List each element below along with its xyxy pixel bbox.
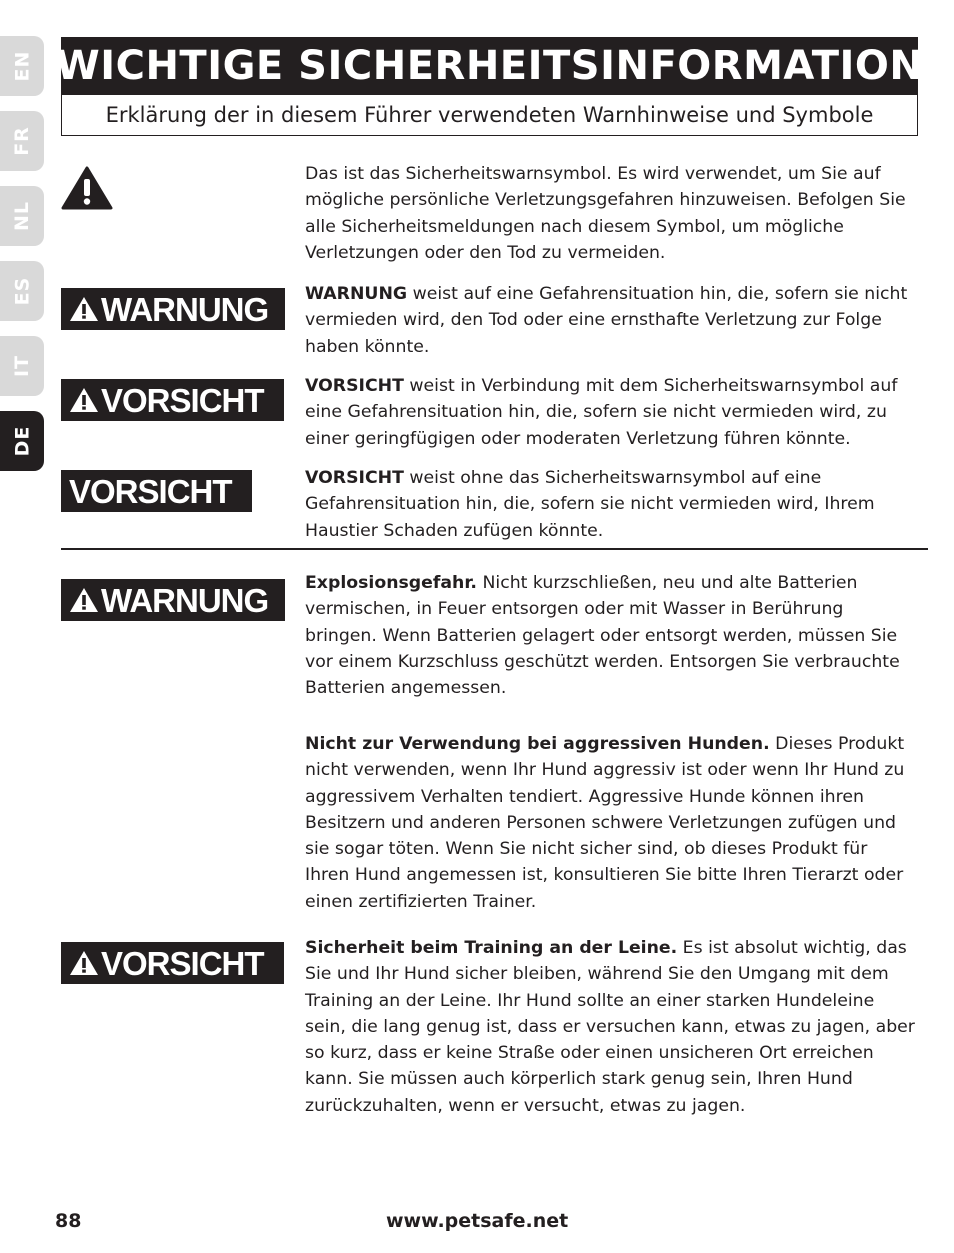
page-number: 88 — [55, 1210, 82, 1232]
vorsicht-description — [305, 373, 915, 452]
warning-triangle-icon — [69, 296, 99, 322]
page-subtitle: Erklärung der in diesem Führer verwendeten Warnhinweise und Symbole — [105, 103, 874, 127]
tab-label: IT — [11, 354, 33, 378]
badge-label: VORSICHT — [101, 381, 264, 419]
vorsicht-section-badge — [61, 942, 284, 984]
tab-label: FR — [10, 126, 33, 156]
badge-label: VORSICHT — [69, 472, 232, 510]
subtitle-box — [61, 95, 918, 136]
tab-label: NL — [10, 200, 33, 232]
language-tab-fr[interactable] — [0, 111, 44, 171]
alert-symbol-description: Das ist das Sicherheitswarnsymbol. Es wird verwendet, um Sie auf mögliche persönliche Verletzungsgefahren hinzuweisen. Befolgen Sie alle Sicherheitsmeldungen nach diesem Symbol, um mögliche Verletzungen oder den Tod zu vermeiden. — [305, 164, 906, 263]
vorsicht-plain-text: weist ohne das Sicherheitswarnsymbol auf eine Gefahrensituation hin, die, sofern sie nicht vermieden wird, Ihrem Haustier Schaden zufügen könnte. — [305, 468, 875, 541]
warnung-text: weist auf eine Gefahrensituation hin, die, sofern sie nicht vermieden wird, den Tod oder eine ernsthafte Verletzung zur Folge haben könnte. — [305, 284, 908, 357]
aggressive-text: Dieses Produkt nicht verwenden, wenn Ihr Hund aggressiv ist oder wenn Ihr Hund zu aggressivem Verhalten tendiert. Aggressive Hunde können ihren Besitzern und anderen Personen schwere Verletzungen zufügen und sie sogar töten. Wenn Sie nicht sicher sind, ob dieses Produkt für Ihren Hund angemessen ist, konsultieren Sie bitte Ihren Tierarzt oder einen zertifizierten Trainer. — [305, 734, 905, 912]
vorsicht-text: weist in Verbindung mit dem Sicherheitswarnsymbol auf eine Gefahrensituation hin, die, sofern sie nicht vermieden wird, zu einer geringfügigen oder moderaten Verletzung führen könnte. — [305, 376, 898, 449]
language-tab-nl[interactable] — [0, 186, 44, 246]
vorsicht-plain-description — [305, 465, 915, 544]
badge-label: WARNUNG — [101, 290, 269, 328]
warning-triangle-icon — [69, 587, 99, 613]
explosion-warning — [305, 570, 915, 701]
leash-text: Es ist absolut wichtig, das Sie und Ihr Hund sicher bleiben, während Sie den Umgang mit dem Training an der Leine. Ihr Hund sollte an einer starken Hundeleine sein, die lang genug ist, dass er versuchen kann, etwas zu jagen, aber so kurz, dass er keine Straße oder einen unsicheren Ort erreichen kann. Sie müssen auch körperlich stark genug sein, Ihren Hund zurückzuhalten, wenn er versucht, etwas zu jagen. — [305, 938, 915, 1116]
leash-training-caution — [305, 935, 915, 1119]
tab-label: ES — [10, 276, 33, 306]
title-bar — [55, 37, 924, 95]
language-tab-it[interactable] — [0, 336, 44, 396]
language-tab-es[interactable] — [0, 261, 44, 321]
badge-label: WARNUNG — [101, 581, 269, 619]
badge-label: VORSICHT — [101, 944, 264, 982]
tab-label: EN — [10, 50, 33, 82]
leash-heading: Sicherheit beim Training an der Leine. — [305, 938, 678, 958]
warnung-badge — [61, 288, 285, 330]
warnung-description — [305, 281, 915, 360]
language-tab-de[interactable] — [0, 411, 44, 471]
explosion-text: Nicht kurzschließen, neu und alte Batterien vermischen, in Feuer entsorgen oder mit Wasser in Berührung bringen. Wenn Batterien gelagert oder entsorgt werden, müssen Sie vor einem Kurzschluss geschützt werden. Entsorgen Sie verbrauchte Batterien angemessen. — [305, 573, 900, 699]
warning-triangle-icon — [69, 950, 99, 976]
explosion-heading: Explosionsgefahr. — [305, 573, 477, 593]
vorsicht-plain-term: VORSICHT — [305, 468, 404, 488]
aggressive-heading: Nicht zur Verwendung bei aggressiven Hunden. — [305, 734, 770, 754]
vorsicht-term: VORSICHT — [305, 376, 404, 396]
aggressive-dog-warning — [305, 731, 915, 915]
page-title: WICHTIGE SICHERHEITSINFORMATION — [55, 43, 924, 89]
warnung-term: WARNUNG — [305, 284, 408, 304]
vorsicht-badge — [61, 379, 284, 421]
warning-triangle-icon — [69, 387, 99, 413]
vorsicht-plain-badge — [61, 470, 252, 512]
footer-url[interactable]: www.petsafe.net — [386, 1210, 569, 1232]
warnung-section-badge — [61, 579, 285, 621]
tab-label: DE — [10, 425, 33, 457]
section-divider — [61, 548, 928, 550]
language-tab-en[interactable] — [0, 36, 44, 96]
safety-alert-icon — [61, 166, 113, 210]
